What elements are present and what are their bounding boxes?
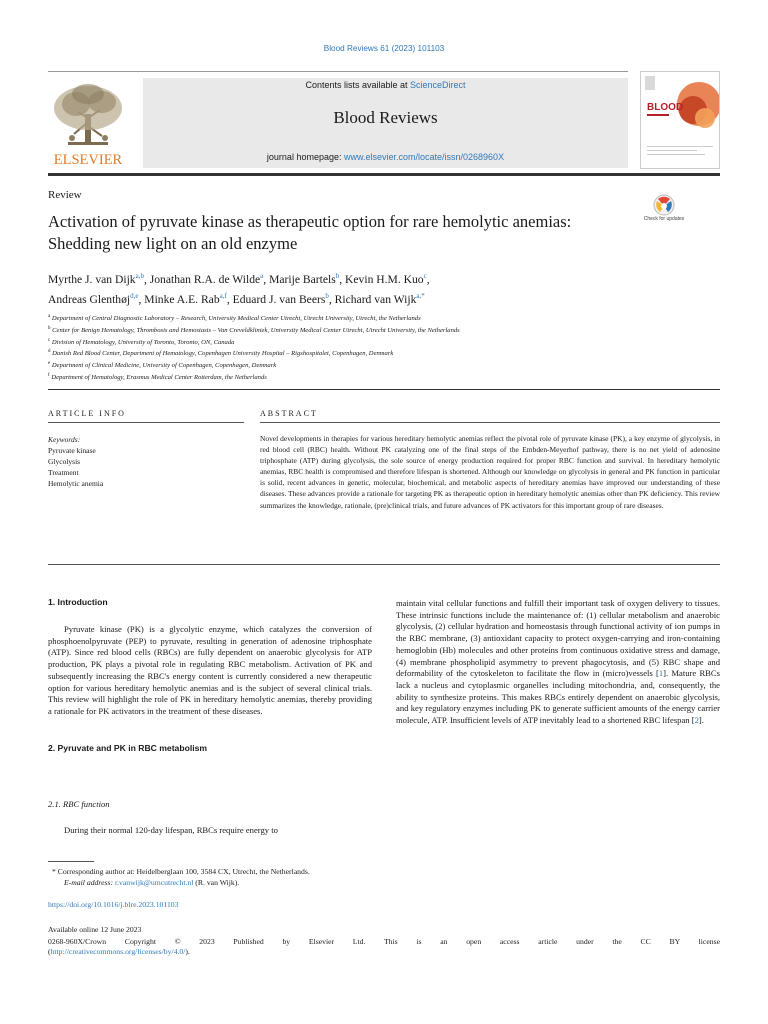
rbc-function-paragraph-continued: maintain vital cellular functions and fulfill their important task of oxygen delivery to tissues. These intrinsic functions include the maintenance of: (1) cellular metabolism and anaerobic glycolysis, (2) cellular hydration and homeostasis through functional activity of ion pumps in the RBC membrane, (3) antioxidant capacity to protect oxygen-carrying and iron-containing hemoglobin (Hb) molecules and other proteins from continuous oxidative stress and damage, (4) membrane phospholipid asymmetry to prevent phagocytosis, and (5) RBC shape and deformability of the cytoskeleton to facilitate the flow in (micro)vessels [1]. Mature RBCs lack a nucleus and cytoplasmic organelles including mitochondria, and, consequently, the ability to synthesize proteins. This makes RBCs entirely dependent on anaerobic glycolysis, and key regulatory enzymes including PK to generate sufficient amounts of the energy carrier molecule, ATP. Insufficient levels of ATP inevitably lead to a shortened RBC lifespan [2]. xyxy=(396,598,720,726)
check-updates-label: Check for updates xyxy=(644,216,684,222)
email-footnote: E-mail address: r.vanwijk@umcutrecht.nl (R. van Wijk). xyxy=(64,878,240,887)
contents-line xyxy=(143,80,628,90)
author[interactable]: Kevin H.M. Kuo$^c$ xyxy=(345,272,427,286)
keyword: Hemolytic anemia xyxy=(48,479,104,488)
sciencedirect-link[interactable]: ScienceDirect xyxy=(410,80,466,90)
rbc-function-paragraph-start: During their normal 120-day lifespan, RBCs require energy to xyxy=(64,825,278,835)
section-heading-introduction: 1. Introduction xyxy=(48,597,108,607)
affiliation: $^a$ Department of Central Diagnostic Laboratory – Research, University Medical Center Utrecht, Utrecht University, Utrecht, the Netherlands xyxy=(48,314,421,323)
elsevier-tree-icon xyxy=(48,78,128,168)
cover-title: BLOOD xyxy=(647,102,684,113)
abstract-text: Novel developments in therapies for various hereditary hemolytic anemias reflect the pivotal role of pyruvate kinase (PK), a key enzyme of glycolysis, in red blood cell (RBC) health. Without PK catalyzing one of the final steps of the Embden-Meyerhof pathway, there is no net yield of adenosine triphosphate (ATP) during glycolysis, the sole source of energy production required for proper RBC function and survival. In hereditary hemolytic anemias, RBC health is compromised and therefore lifespan is shortened. Although our knowledge on glycolysis in general and PK function in particular is solid, recent advances in genetic, molecular, biochemical, and metabolic aspects of hereditary anemias have improved our understanding of these diseases. These advances provide a rationale for targeting PK as therapeutic option in hereditary hemolytic anemias other than PK deficiency. This review summarizes the knowledge, rationale, (pre)clinical trials, and future advances of PK activators for this important group of rare diseases. xyxy=(260,434,720,510)
section-heading-pk-metabolism: 2. Pyruvate and PK in RBC metabolism xyxy=(48,743,208,753)
subsection-heading-rbc-function: 2.1. RBC function xyxy=(48,799,110,809)
elsevier-logo[interactable] xyxy=(48,78,128,168)
author[interactable]: Eduard J. van Beers$^b$ xyxy=(232,291,329,306)
citation-link[interactable]: 2 xyxy=(694,715,699,726)
author[interactable]: Richard van Wijk$^{a,*}$ xyxy=(334,291,425,306)
abstract-rule xyxy=(260,422,720,423)
corresponding-author-footnote: * Corresponding author at: Heidelberglaan 100, 3584 CX, Utrecht, the Netherlands. xyxy=(52,867,310,876)
banner-top-rule xyxy=(48,71,628,72)
header-rule xyxy=(48,389,720,390)
doi-link[interactable]: https://doi.org/10.1016/j.blre.2023.101103 xyxy=(48,900,179,909)
email-link[interactable]: r.vanwijk@umcutrecht.nl xyxy=(114,878,194,887)
citation-link[interactable]: 1 xyxy=(658,668,664,679)
keyword: Glycolysis xyxy=(48,457,81,466)
copyright-notice: 0268-960X/Crown Copyright © 2023 Published by Elsevier Ltd. This is an open access article under the CC BY license xyxy=(48,937,720,946)
author[interactable]: Minke A.E. Rab$^{a,f}$ xyxy=(144,291,227,306)
check-for-updates-button[interactable] xyxy=(644,193,684,231)
abstract-heading: ABSTRACT xyxy=(260,409,318,418)
journal-homepage-link[interactable]: www.elsevier.com/locate/issn/0268960X xyxy=(343,152,505,162)
license-link[interactable]: http://creativecommons.org/licenses/by/4.0/ xyxy=(50,947,186,956)
abstract-bottom-rule xyxy=(48,564,720,565)
author[interactable]: Myrthe J. van Dijk$^{a,b}$ xyxy=(48,272,144,286)
license-line: (http://creativecommons.org/licenses/by/4.0/). xyxy=(48,947,190,956)
article-info-heading: ARTICLE INFO xyxy=(48,409,126,418)
affiliation: $^b$ Center for Benign Hematology, Thrombosis and Hemostasis – Van Creveldkliniek, University Medical Center Utrecht, Utrecht University, the Netherlands xyxy=(48,325,460,334)
affiliation: $^e$ Department of Clinical Medicine, University of Copenhagen, Copenhagen, Denmark xyxy=(48,361,277,370)
article-title: Activation of pyruvate kinase as therapeutic option for rare hemolytic anemias: Shedding new light on an old enzyme xyxy=(48,212,572,253)
publisher-name: ELSEVIER xyxy=(53,152,123,168)
cover-image xyxy=(641,72,719,168)
article-info-rule xyxy=(48,422,244,423)
author[interactable]: Jonathan R.A. de Wilde$^a$ xyxy=(149,272,264,286)
affiliation: $^f$ Department of Hematology, Erasmus Medical Center Rotterdam, the Netherlands xyxy=(48,372,267,382)
author-list: Myrthe J. van Dijk$^{a,b}$, Jonathan R.A. de Wilde$^a$, Marije Bartels$^b$, Kevin H.M. Kuo$^c$, Andreas Glenthøj$^{d,e}$, Minke A.E. Rab$^{a,f}$, Eduard J. van Beers$^b$, Richard van Wijk$^{a,*}$ xyxy=(48,272,430,306)
keyword: Pyruvate kinase xyxy=(48,446,96,455)
affiliation: $^c$ Division of Hematology, University of Toronto, Toronto, ON, Canada xyxy=(48,337,235,346)
affiliation: $^d$ Danish Red Blood Center, Department of Hematology, Copenhagen University Hospital – Rigshospitalet, Copenhagen, Denmark xyxy=(48,349,394,358)
introduction-paragraph: Pyruvate kinase (PK) is a glycolytic enzyme, which catalyzes the conversion of phosphoenolpyruvate (PEP) to pyruvate, resulting in generation of adenosine triphosphate (ATP). Since red blood cells (RBCs) are fully dependent on anaerobic glycolysis for ATP production, PK plays a pivotal role in regulating RBC metabolism. Activation of PK and subsequently increasing the RBC's energy content is currently considered a new therapeutic option for various hereditary hemolytic anemias and is the subject of several clinical trials. This review will highlight the role of PK in hereditary hemolytic anemias, thereby providing a rationale for PK activators in the treatment of these diseases. xyxy=(48,624,372,716)
author[interactable]: Marije Bartels$^b$ xyxy=(269,272,340,286)
keyword: Treatment xyxy=(48,468,79,477)
banner-bottom-rule xyxy=(48,173,720,176)
contents-prefix: Contents lists available at xyxy=(305,80,411,90)
homepage-prefix: journal homepage: xyxy=(266,152,344,162)
author[interactable]: Andreas Glenthøj$^{d,e}$ xyxy=(48,291,139,306)
journal-cover-thumbnail[interactable] xyxy=(640,71,720,169)
check-updates-icon xyxy=(644,193,684,231)
available-online: Available online 12 June 2023 xyxy=(48,925,142,934)
affiliation-list xyxy=(48,312,688,383)
article-type: Review xyxy=(48,189,82,201)
journal-homepage-line xyxy=(143,152,628,162)
keywords-block xyxy=(48,434,238,489)
footnote-rule xyxy=(48,861,94,862)
keywords-label: Keywords: xyxy=(48,435,81,444)
journal-citation[interactable]: Blood Reviews 61 (2023) 101103 xyxy=(323,44,445,53)
journal-name[interactable]: Blood Reviews xyxy=(333,108,438,127)
